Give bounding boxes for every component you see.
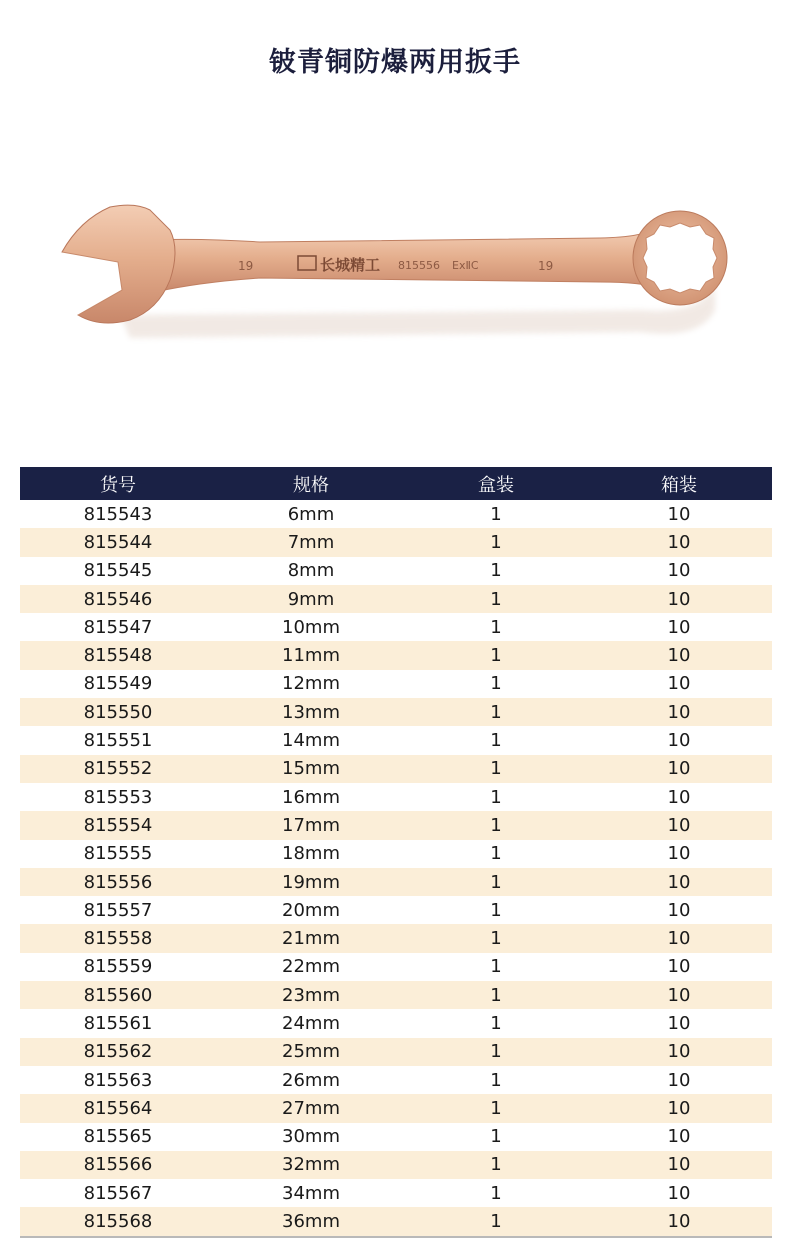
cell-spec: 6mm [287, 503, 335, 525]
cell-case-qty: 10 [667, 616, 691, 638]
cell-case-qty: 10 [667, 899, 691, 921]
cell-case-qty: 10 [586, 924, 772, 952]
cell-case-qty: 10 [586, 585, 772, 613]
cell-spec: 32mm [216, 1151, 406, 1179]
cell-spec: 19mm [216, 868, 406, 896]
cell-spec: 15mm [216, 755, 406, 783]
cell-spec: 18mm [282, 843, 340, 865]
rating-mark: ExⅡC [452, 259, 479, 272]
cell-item-no: 815566 [20, 1151, 216, 1179]
cell-case-qty: 10 [667, 1126, 691, 1148]
table-row [20, 613, 772, 641]
cell-box-qty: 1 [490, 503, 502, 525]
cell-item-no: 815557 [83, 899, 153, 921]
cell-spec: 25mm [216, 1038, 406, 1066]
cell-item-no: 815558 [20, 924, 216, 952]
cell-spec: 24mm [282, 1012, 340, 1034]
cell-case-qty: 10 [667, 956, 691, 978]
table-row [20, 1151, 772, 1179]
cell-item-no: 815547 [83, 616, 153, 638]
cell-box-qty: 1 [406, 811, 586, 839]
cell-case-qty: 10 [586, 981, 772, 1009]
cell-box-qty: 1 [406, 755, 586, 783]
cell-case-qty: 10 [667, 1012, 691, 1034]
table-row [20, 698, 772, 726]
cell-spec: 20mm [282, 899, 340, 921]
cell-case-qty: 10 [586, 755, 772, 783]
cell-box-qty: 1 [406, 868, 586, 896]
cell-spec: 10mm [282, 616, 340, 638]
cell-spec: 7mm [216, 528, 406, 556]
cell-spec: 27mm [216, 1094, 406, 1122]
cell-item-no: 815552 [20, 755, 216, 783]
header-box-qty: 盒装 [406, 467, 586, 500]
cell-case-qty: 10 [667, 1069, 691, 1091]
table-row [20, 755, 772, 783]
cell-item-no: 815567 [83, 1182, 153, 1204]
table-row [20, 1094, 772, 1122]
cell-item-no: 815554 [20, 811, 216, 839]
cell-box-qty: 1 [406, 1094, 586, 1122]
table-row [20, 1207, 772, 1236]
cell-item-no: 815563 [83, 1069, 153, 1091]
cell-case-qty: 10 [667, 730, 691, 752]
table-row [20, 953, 772, 981]
table-row [20, 500, 772, 528]
cell-box-qty: 1 [490, 1069, 502, 1091]
cell-box-qty: 1 [490, 786, 502, 808]
cell-case-qty: 10 [586, 1094, 772, 1122]
cell-item-no: 815556 [20, 868, 216, 896]
cell-spec: 16mm [282, 786, 340, 808]
cell-spec: 26mm [282, 1069, 340, 1091]
page-title: 铍青铜防爆两用扳手 [269, 47, 521, 78]
table-row [20, 1179, 772, 1207]
cell-case-qty: 10 [667, 786, 691, 808]
cell-case-qty: 10 [667, 560, 691, 582]
cell-box-qty: 1 [490, 843, 502, 865]
cell-box-qty: 1 [406, 981, 586, 1009]
table-row [20, 981, 772, 1009]
cell-box-qty: 1 [406, 641, 586, 669]
cell-case-qty: 10 [586, 1207, 772, 1236]
cell-box-qty: 1 [490, 560, 502, 582]
cell-spec: 23mm [216, 981, 406, 1009]
table-row [20, 783, 772, 811]
cell-box-qty: 1 [406, 585, 586, 613]
table-row [20, 1038, 772, 1066]
cell-box-qty: 1 [490, 616, 502, 638]
cell-spec: 13mm [216, 698, 406, 726]
cell-item-no: 815555 [83, 843, 153, 865]
cell-item-no: 815548 [20, 641, 216, 669]
cell-item-no: 815559 [83, 956, 153, 978]
cell-spec: 22mm [282, 956, 340, 978]
table-row [20, 670, 772, 698]
cell-spec: 17mm [216, 811, 406, 839]
cell-item-no: 815546 [20, 585, 216, 613]
cell-box-qty: 1 [406, 924, 586, 952]
table-row [20, 557, 772, 585]
cell-case-qty: 10 [667, 503, 691, 525]
cell-case-qty: 10 [667, 843, 691, 865]
cell-item-no: 815550 [20, 698, 216, 726]
cell-spec: 36mm [216, 1207, 406, 1236]
cell-case-qty: 10 [667, 673, 691, 695]
cell-spec: 11mm [216, 641, 406, 669]
table-row [20, 840, 772, 868]
table-header-row [20, 467, 772, 500]
cell-box-qty: 1 [490, 673, 502, 695]
cell-box-qty: 1 [490, 1126, 502, 1148]
table-row [20, 1123, 772, 1151]
cell-case-qty: 10 [586, 641, 772, 669]
table-row [20, 924, 772, 952]
cell-box-qty: 1 [406, 1151, 586, 1179]
cell-item-no: 815562 [20, 1038, 216, 1066]
cell-item-no: 815553 [83, 786, 153, 808]
cell-case-qty: 10 [586, 528, 772, 556]
cell-box-qty: 1 [406, 1207, 586, 1236]
table-row [20, 1066, 772, 1094]
cell-box-qty: 1 [490, 899, 502, 921]
table-row [20, 528, 772, 556]
cell-spec: 9mm [216, 585, 406, 613]
model-mark: 815556 [398, 259, 440, 272]
cell-item-no: 815560 [20, 981, 216, 1009]
header-item-no: 货号 [20, 467, 216, 500]
spec-table [20, 467, 772, 1238]
size-mark-left: 19 [238, 259, 254, 273]
cell-box-qty: 1 [490, 1012, 502, 1034]
brand-mark: 长城精工 [320, 256, 381, 274]
cell-item-no: 815543 [83, 503, 153, 525]
cell-item-no: 815545 [83, 560, 153, 582]
wrench-product-image [0, 110, 790, 460]
cell-spec: 30mm [282, 1126, 340, 1148]
cell-box-qty: 1 [490, 730, 502, 752]
cell-box-qty: 1 [406, 698, 586, 726]
header-spec: 规格 [216, 467, 406, 500]
cell-box-qty: 1 [406, 528, 586, 556]
cell-spec: 14mm [282, 730, 340, 752]
cell-box-qty: 1 [490, 1182, 502, 1204]
table-row [20, 585, 772, 613]
cell-case-qty: 10 [586, 1151, 772, 1179]
cell-box-qty: 1 [490, 956, 502, 978]
cell-box-qty: 1 [406, 1038, 586, 1066]
table-row [20, 641, 772, 669]
cell-spec: 12mm [282, 673, 340, 695]
cell-case-qty: 10 [667, 1182, 691, 1204]
table-row [20, 868, 772, 896]
table-row [20, 811, 772, 839]
cell-item-no: 815549 [83, 673, 153, 695]
cell-item-no: 815551 [83, 730, 153, 752]
table-row [20, 1009, 772, 1037]
cell-item-no: 815544 [20, 528, 216, 556]
table-row [20, 896, 772, 924]
cell-item-no: 815565 [83, 1126, 153, 1148]
header-case-qty: 箱装 [586, 467, 772, 500]
table-row [20, 726, 772, 754]
cell-spec: 8mm [287, 560, 335, 582]
cell-item-no: 815568 [20, 1207, 216, 1236]
cell-case-qty: 10 [586, 1038, 772, 1066]
cell-spec: 34mm [282, 1182, 340, 1204]
cell-item-no: 815564 [20, 1094, 216, 1122]
cell-item-no: 815561 [83, 1012, 153, 1034]
size-mark-right: 19 [538, 259, 554, 273]
cell-case-qty: 10 [586, 868, 772, 896]
cell-spec: 21mm [216, 924, 406, 952]
cell-case-qty: 10 [586, 698, 772, 726]
cell-case-qty: 10 [586, 811, 772, 839]
